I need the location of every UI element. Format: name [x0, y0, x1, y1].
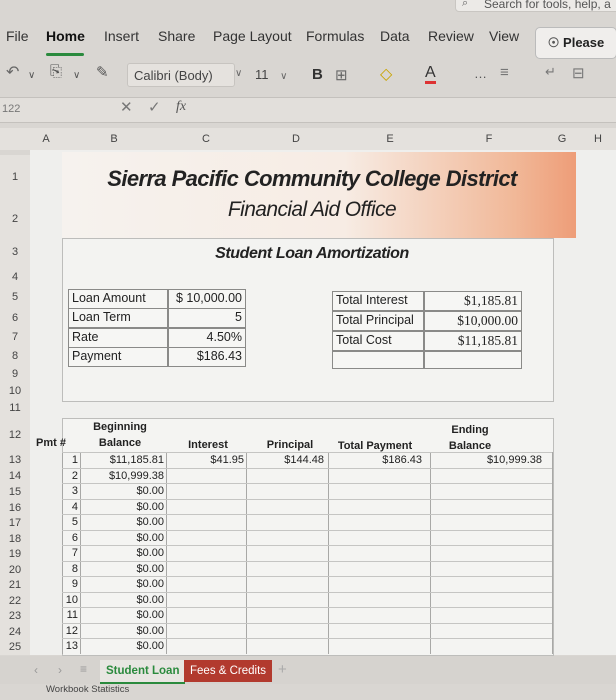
search-placeholder: Search for tools, help, a	[484, 0, 611, 11]
beginning-balance-cell[interactable]: $0.00	[136, 640, 164, 652]
clipboard-icon[interactable]: ⎘	[50, 63, 63, 80]
rate-label: Rate	[68, 328, 168, 348]
table-row[interactable]	[62, 483, 552, 499]
font-size-select[interactable]	[247, 63, 295, 87]
row-header-5[interactable]: 5	[0, 287, 30, 308]
fx-label[interactable]: fx	[176, 99, 187, 114]
font-name-chevron-down-icon[interactable]: ∨	[235, 68, 243, 79]
col-header-f[interactable]: F	[434, 128, 545, 150]
align-icon[interactable]: ≡	[500, 64, 509, 81]
title-banner	[62, 152, 576, 238]
please-label: Please	[563, 35, 605, 50]
pmt-cell[interactable]: 4	[71, 500, 78, 513]
table-row[interactable]	[62, 561, 552, 577]
ribbon-toolbar	[0, 58, 616, 92]
search-icon: ⌕	[462, 0, 469, 9]
row-header-10[interactable]: 10	[0, 383, 30, 399]
menu-share[interactable]: Share	[158, 28, 196, 44]
tab-fees-credits[interactable]: Fees & Credits	[184, 660, 272, 682]
row-header-18[interactable]: 18	[0, 531, 30, 547]
row-header-20[interactable]: 20	[0, 562, 30, 578]
fill-color-icon[interactable]: ◇	[380, 66, 393, 83]
active-tab-indicator	[46, 53, 84, 56]
page-title: Sierra Pacific Community College District	[107, 166, 517, 191]
status-workbook-statistics[interactable]: Workbook Statistics	[46, 684, 130, 695]
row-header-7[interactable]: 7	[0, 328, 30, 347]
rate-value[interactable]: 4.50%	[168, 328, 246, 348]
merge-icon[interactable]: ⊟	[572, 65, 585, 82]
beginning-balance-cell[interactable]: $0.00	[136, 516, 164, 528]
row-header-13[interactable]: 13	[0, 452, 30, 468]
row-header-21[interactable]: 21	[0, 578, 30, 593]
row-header-8[interactable]: 8	[0, 347, 30, 366]
pmt-cell[interactable]: 1	[71, 454, 78, 466]
borders-icon[interactable]: ⊞	[335, 67, 348, 84]
interest-header: Interest	[188, 439, 228, 451]
beginning-balance-header-line1: Beginning	[93, 421, 147, 433]
loan-amount-value[interactable]: $ 10,000.00	[168, 289, 246, 309]
menu-insert[interactable]: Insert	[104, 28, 140, 44]
page-subtitle-office: Financial Aid Office	[227, 198, 397, 221]
table-row[interactable]	[62, 638, 552, 654]
row-header-15[interactable]: 15	[0, 484, 30, 500]
font-color-button[interactable]: A	[425, 64, 436, 84]
row-header-19[interactable]: 19	[0, 547, 30, 562]
row-header-22[interactable]: 22	[0, 593, 30, 609]
undo-dropdown-icon[interactable]: ∨	[28, 70, 36, 81]
menu-home[interactable]: Home	[46, 28, 85, 44]
beginning-balance-cell[interactable]: $11,185.81	[109, 454, 164, 466]
table-row[interactable]	[62, 545, 552, 561]
total-principal-value[interactable]: $10,000.00	[424, 311, 522, 331]
col-header-b[interactable]: B	[62, 128, 167, 150]
pmt-cell[interactable]: 13	[65, 640, 78, 652]
table-grid-line	[552, 452, 553, 654]
table-row[interactable]	[62, 530, 552, 546]
tab-scroll-right-icon[interactable]: ›	[58, 663, 62, 677]
payment-value[interactable]: $186.43	[168, 347, 246, 367]
row-header-6[interactable]: 6	[0, 308, 30, 328]
format-painter-icon[interactable]: ✎	[96, 64, 109, 81]
col-header-a[interactable]: A	[30, 128, 63, 150]
row-header-2[interactable]: 2	[0, 200, 30, 238]
total-interest-label: Total Interest	[332, 291, 424, 311]
ending-balance-header-line1: Ending	[451, 424, 489, 436]
summary-blank-label[interactable]	[332, 351, 424, 369]
row-header-12[interactable]: 12	[0, 418, 30, 452]
ending-balance-header-line2: Balance	[448, 440, 492, 452]
total-cost-value[interactable]: $11,185.81	[424, 331, 522, 351]
principal-cell[interactable]: $144.48	[284, 454, 324, 466]
add-sheet-icon[interactable]: +	[278, 661, 287, 678]
lightbulb-icon: ☉	[547, 35, 560, 50]
pmt-cell[interactable]: 5	[71, 516, 78, 528]
col-header-h[interactable]: H	[580, 128, 616, 150]
font-size-value: 11	[255, 67, 269, 82]
beginning-balance-cell[interactable]: $0.00	[136, 485, 164, 497]
menu-formulas[interactable]: Formulas	[306, 28, 365, 44]
pmt-cell[interactable]: 12	[65, 624, 78, 637]
clipboard-dropdown-icon[interactable]: ∨	[73, 70, 81, 81]
cancel-icon[interactable]: ✕	[120, 99, 133, 116]
font-name-select[interactable]	[127, 63, 235, 87]
bold-button[interactable]: B	[312, 66, 323, 83]
table-row[interactable]	[62, 623, 552, 639]
beginning-balance-cell[interactable]: $0.00	[136, 609, 164, 621]
row-header-25[interactable]: 25	[0, 640, 30, 655]
table-row[interactable]	[62, 576, 552, 592]
pmt-cell[interactable]: 3	[71, 485, 78, 497]
more-options-button[interactable]: …	[474, 66, 487, 81]
sheet-tab-bar	[0, 656, 616, 684]
table-row[interactable]	[62, 607, 552, 623]
pmt-cell[interactable]: 6	[71, 531, 78, 544]
total-payment-cell[interactable]: $186.43	[382, 454, 422, 466]
principal-header: Principal	[266, 439, 314, 451]
menu-page-layout[interactable]: Page Layout	[213, 28, 292, 44]
menu-review[interactable]: Review	[428, 28, 474, 44]
search-input[interactable]	[455, 0, 616, 12]
undo-icon[interactable]: ↶	[6, 64, 20, 81]
table-row[interactable]	[62, 592, 552, 608]
menu-file[interactable]: File	[6, 28, 29, 44]
confirm-icon[interactable]: ✓	[148, 99, 161, 116]
row-header-14[interactable]: 14	[0, 468, 30, 484]
pmt-cell[interactable]: 9	[71, 578, 78, 590]
ribbon-menu	[0, 20, 616, 56]
beginning-balance-cell[interactable]: $10,999.38	[108, 469, 164, 482]
row-header-9[interactable]: 9	[0, 366, 30, 383]
row-header-23[interactable]: 23	[0, 609, 30, 624]
pmt-cell[interactable]: 8	[71, 562, 78, 575]
pmt-cell[interactable]: 7	[71, 547, 78, 559]
beginning-balance-cell[interactable]: $0.00	[136, 624, 164, 637]
table-row[interactable]	[62, 499, 552, 515]
all-sheets-icon[interactable]: ≡	[80, 662, 88, 676]
font-size-chevron-down-icon: ∨	[280, 71, 288, 82]
please-button[interactable]	[535, 27, 616, 59]
beginning-balance-cell[interactable]: $0.00	[136, 593, 164, 606]
col-header-c[interactable]: C	[166, 128, 247, 150]
loan-amount-label: Loan Amount	[68, 289, 168, 309]
table-row[interactable]	[62, 514, 552, 530]
pmt-header: Pmt #	[36, 437, 66, 449]
name-box[interactable]: 122	[2, 103, 21, 115]
pmt-cell[interactable]: 10	[65, 593, 78, 606]
row-header-11[interactable]: 11	[0, 399, 30, 418]
interest-cell[interactable]: $41.95	[210, 454, 244, 466]
row-header-3[interactable]: 3	[0, 238, 30, 267]
beginning-balance-cell[interactable]: $0.00	[136, 562, 164, 575]
col-header-d[interactable]: D	[246, 128, 347, 150]
total-cost-label: Total Cost	[332, 331, 424, 351]
tab-scroll-left-icon[interactable]: ‹	[34, 663, 38, 677]
summary-blank-value[interactable]	[424, 351, 522, 369]
row-header-16[interactable]: 16	[0, 500, 30, 516]
table-row[interactable]	[62, 468, 552, 484]
total-principal-label: Total Principal	[332, 311, 424, 331]
beginning-balance-cell[interactable]: $0.00	[136, 500, 164, 513]
payment-label: Payment	[68, 347, 168, 367]
select-all-corner[interactable]	[0, 128, 31, 150]
col-header-g[interactable]: G	[544, 128, 581, 150]
loan-term-label: Loan Term	[68, 308, 168, 328]
ending-balance-cell[interactable]: $10,999.38	[486, 454, 542, 466]
row-header-24[interactable]: 24	[0, 624, 30, 640]
row-header-4[interactable]: 4	[0, 267, 30, 287]
menu-view[interactable]: View	[489, 28, 520, 44]
total-payment-header: Total Payment	[337, 440, 413, 452]
table-row[interactable]	[62, 452, 552, 468]
beginning-balance-cell[interactable]: $0.00	[136, 547, 164, 559]
pmt-cell[interactable]: 2	[71, 469, 78, 482]
col-header-e[interactable]: E	[346, 128, 435, 150]
font-name-value: Calibri (Body)	[134, 68, 213, 83]
beginning-balance-header-line2: Balance	[98, 437, 142, 449]
menu-data[interactable]: Data	[380, 28, 410, 44]
pmt-cell[interactable]: 11	[66, 609, 78, 621]
row-header-1[interactable]: 1	[0, 155, 30, 200]
tab-student-loan[interactable]: Student Loan	[100, 660, 185, 684]
loan-term-value[interactable]: 5	[168, 308, 246, 328]
beginning-balance-cell[interactable]: $0.00	[136, 531, 164, 544]
beginning-balance-cell[interactable]: $0.00	[136, 578, 164, 590]
row-header-17[interactable]: 17	[0, 516, 30, 531]
section-title: Student Loan Amortization	[215, 245, 409, 262]
total-interest-value[interactable]: $1,185.81	[424, 291, 522, 311]
wrap-text-icon[interactable]: ↵	[545, 64, 556, 79]
